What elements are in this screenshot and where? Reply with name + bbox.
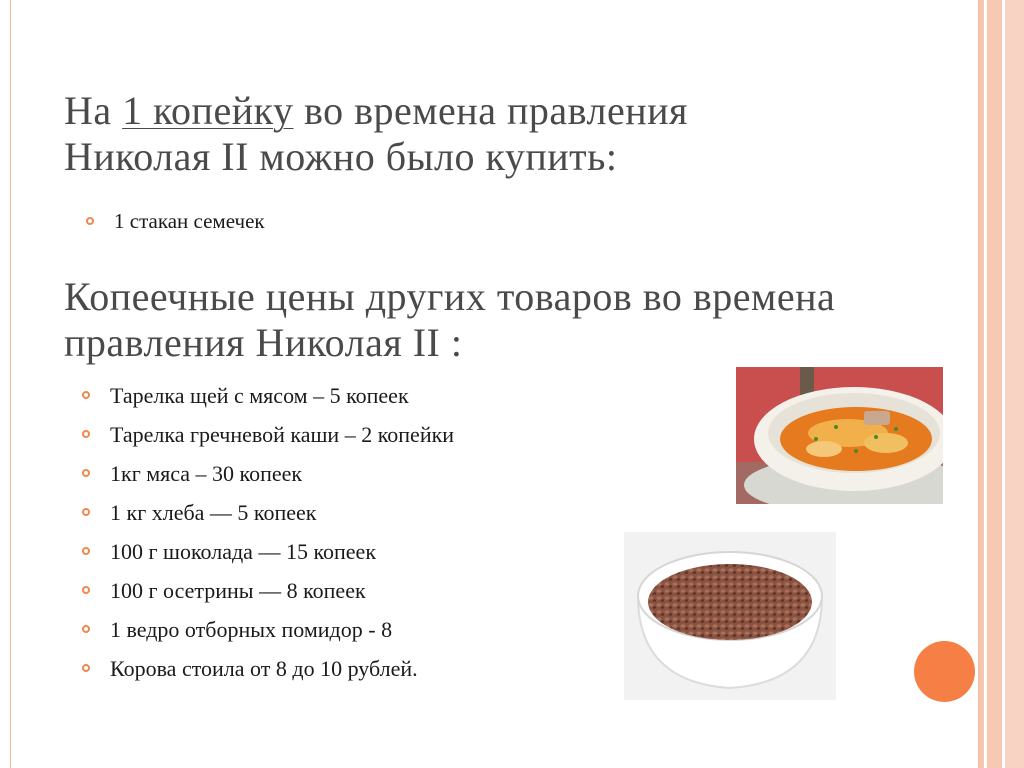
- list-item: [82, 376, 454, 415]
- list-item: [86, 202, 265, 241]
- slide-heading-one-kopeck: [64, 88, 844, 180]
- list-item: [82, 610, 454, 649]
- list-item: [82, 571, 454, 610]
- slide-heading-other-prices: Копеечные цены других товаров во времена правления Николая II :: [64, 274, 836, 365]
- buckwheat-bowl-photo: [624, 532, 836, 700]
- list-item: [82, 532, 454, 571]
- bullet-icon: [82, 547, 90, 555]
- list-item-text: Корова стоила от 8 до 10 рублей.: [110, 656, 418, 681]
- bullet-icon: [82, 469, 90, 477]
- list-item: [82, 415, 454, 454]
- list-item-text: 100 г осетрины — 8 копеек: [110, 578, 366, 603]
- list-item: [82, 454, 454, 493]
- list-item: [82, 493, 454, 532]
- list-item-text: 1 ведро отборных помидор - 8: [110, 617, 393, 642]
- list-item: [82, 649, 454, 688]
- slide-frame-left-line: [10, 0, 11, 768]
- list-prices: [82, 376, 454, 688]
- slide-frame-right-stripes: [980, 0, 1024, 768]
- bullet-icon: [82, 508, 90, 516]
- soup-bowl-photo: [736, 367, 943, 504]
- list-item-text: 100 г шоколада — 15 копеек: [110, 539, 377, 564]
- decorative-orange-circle: [914, 641, 975, 702]
- list-item-text: Тарелка щей с мясом – 5 копеек: [110, 383, 409, 408]
- buckwheat-bowl-illustration: [624, 532, 836, 700]
- bullet-icon: [82, 391, 90, 399]
- bullet-icon: [82, 664, 90, 672]
- bullet-icon: [82, 430, 90, 438]
- soup-bowl-illustration: [736, 367, 943, 504]
- bullet-icon: [86, 217, 94, 225]
- list-item-text: 1 стакан семечек: [114, 209, 265, 233]
- list-item-text: 1кг мяса – 30 копеек: [110, 461, 303, 486]
- heading1-underlined: 1 копейку: [122, 88, 294, 133]
- list-item-text: 1 кг хлеба — 5 копеек: [110, 500, 317, 525]
- list-item-text: Тарелка гречневой каши – 2 копейки: [110, 422, 455, 447]
- bullet-icon: [82, 586, 90, 594]
- bullet-icon: [82, 625, 90, 633]
- heading1-prefix: На: [64, 88, 123, 133]
- heading1-rest: во времена правления Николая II можно было купить:: [64, 88, 688, 179]
- list-one-kopeck-items: [86, 202, 265, 241]
